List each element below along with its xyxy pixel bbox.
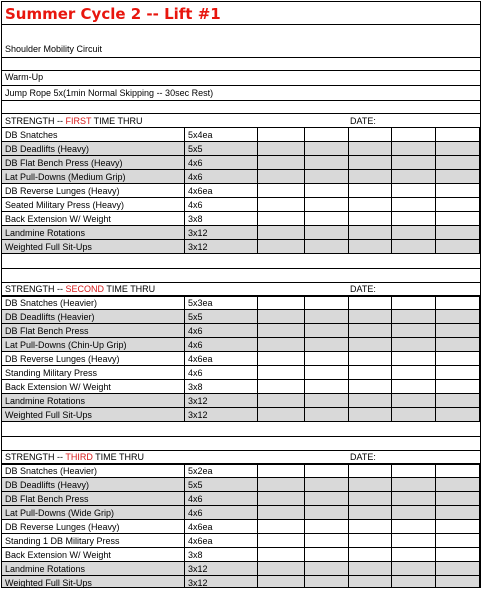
exercise-row	[2, 212, 480, 226]
exercise-row	[2, 324, 480, 338]
log-cell[interactable]	[258, 562, 305, 576]
exercise-name: Back Extension W/ Weight	[2, 380, 185, 394]
log-cell[interactable]	[305, 240, 349, 254]
exercise-scheme: 5x3ea	[185, 296, 258, 310]
exercise-row	[2, 198, 480, 212]
exercise-scheme: 4x6	[185, 156, 258, 170]
log-cell[interactable]	[349, 212, 392, 226]
exercise-scheme: 4x6	[185, 198, 258, 212]
log-cell[interactable]	[436, 170, 480, 184]
exercise-row	[2, 366, 480, 380]
log-cell[interactable]	[392, 408, 436, 422]
log-cell[interactable]	[436, 366, 480, 380]
exercise-row	[2, 506, 480, 520]
exercise-name: Landmine Rotations	[2, 562, 185, 576]
log-cell[interactable]	[392, 128, 436, 142]
log-cell[interactable]	[436, 506, 480, 520]
log-cell[interactable]	[436, 408, 480, 422]
log-cell[interactable]	[258, 142, 305, 156]
log-cell[interactable]	[258, 520, 305, 534]
log-cell[interactable]	[305, 170, 349, 184]
section-header-2	[2, 282, 480, 296]
log-cell[interactable]	[436, 492, 480, 506]
exercise-scheme: 3x12	[185, 240, 258, 254]
log-cell[interactable]	[258, 352, 305, 366]
exercise-row	[2, 226, 480, 240]
exercise-scheme: 4x6	[185, 506, 258, 520]
log-cell[interactable]	[258, 338, 305, 352]
date-label: DATE:	[350, 284, 376, 294]
exercise-scheme: 5x2ea	[185, 464, 258, 478]
log-cell[interactable]	[392, 338, 436, 352]
log-cell[interactable]	[436, 562, 480, 576]
log-cell[interactable]	[436, 212, 480, 226]
log-cell[interactable]	[349, 338, 392, 352]
log-cell[interactable]	[305, 184, 349, 198]
log-cell[interactable]	[392, 142, 436, 156]
exercise-scheme: 5x4ea	[185, 128, 258, 142]
exercise-name: Standing Military Press	[2, 366, 185, 380]
section-title	[5, 114, 143, 128]
exercise-name: Seated Military Press (Heavy)	[2, 198, 185, 212]
log-cell[interactable]	[436, 548, 480, 562]
log-cell[interactable]	[305, 142, 349, 156]
log-cell[interactable]	[392, 478, 436, 492]
log-cell[interactable]	[436, 310, 480, 324]
log-cell[interactable]	[436, 198, 480, 212]
log-cell[interactable]	[305, 212, 349, 226]
exercise-scheme: 4x6ea	[185, 534, 258, 548]
log-cell[interactable]	[436, 534, 480, 548]
row-divider	[2, 24, 480, 25]
log-cell[interactable]	[258, 506, 305, 520]
exercise-scheme: 4x6ea	[185, 352, 258, 366]
row-divider	[2, 57, 480, 58]
exercise-row	[2, 576, 480, 588]
log-cell[interactable]	[392, 464, 436, 478]
exercise-scheme: 5x5	[185, 478, 258, 492]
exercise-name: DB Flat Bench Press	[2, 324, 185, 338]
log-cell[interactable]	[258, 366, 305, 380]
exercise-name: DB Reverse Lunges (Heavy)	[2, 184, 185, 198]
log-cell[interactable]	[305, 380, 349, 394]
log-cell[interactable]	[349, 464, 392, 478]
log-cell[interactable]	[349, 562, 392, 576]
exercise-name: DB Deadlifts (Heavy)	[2, 142, 185, 156]
section-title-suffix: TIME THRU	[104, 284, 156, 294]
exercise-scheme: 4x6	[185, 338, 258, 352]
log-cell[interactable]	[258, 198, 305, 212]
row-divider	[2, 436, 480, 437]
log-cell[interactable]	[392, 156, 436, 170]
warmup-label-row-text: Warm-Up	[5, 72, 44, 82]
date-label: DATE:	[350, 116, 376, 126]
exercise-row	[2, 142, 480, 156]
log-cell[interactable]	[258, 380, 305, 394]
exercise-row	[2, 240, 480, 254]
log-cell[interactable]	[349, 128, 392, 142]
log-cell[interactable]	[436, 142, 480, 156]
exercise-name: Back Extension W/ Weight	[2, 548, 185, 562]
exercise-scheme: 4x6	[185, 492, 258, 506]
exercise-scheme: 3x12	[185, 226, 258, 240]
sheet-title: Summer Cycle 2 -- Lift #1	[5, 5, 221, 23]
log-cell[interactable]	[349, 478, 392, 492]
exercise-scheme: 3x8	[185, 380, 258, 394]
row-divider	[2, 100, 480, 101]
exercise-scheme: 4x6	[185, 170, 258, 184]
log-cell[interactable]	[305, 576, 349, 588]
log-cell[interactable]	[349, 548, 392, 562]
log-cell[interactable]	[436, 394, 480, 408]
log-cell[interactable]	[436, 520, 480, 534]
log-cell[interactable]	[258, 310, 305, 324]
exercise-row	[2, 534, 480, 548]
log-cell[interactable]	[349, 296, 392, 310]
exercise-scheme: 3x12	[185, 408, 258, 422]
exercise-scheme: 3x8	[185, 212, 258, 226]
section-title-highlight: FIRST	[65, 116, 92, 126]
log-cell[interactable]	[305, 534, 349, 548]
date-label: DATE:	[350, 452, 376, 462]
exercise-row	[2, 338, 480, 352]
log-cell[interactable]	[436, 324, 480, 338]
log-cell[interactable]	[349, 240, 392, 254]
log-cell[interactable]	[349, 310, 392, 324]
exercise-row	[2, 520, 480, 534]
log-cell[interactable]	[392, 366, 436, 380]
log-cell[interactable]	[349, 394, 392, 408]
exercise-row	[2, 296, 480, 310]
log-cell[interactable]	[305, 296, 349, 310]
exercise-row	[2, 408, 480, 422]
section-title	[5, 450, 144, 464]
log-cell[interactable]	[436, 240, 480, 254]
exercise-scheme: 5x5	[185, 142, 258, 156]
section-title-suffix: TIME THRU	[92, 452, 145, 462]
log-cell[interactable]	[349, 198, 392, 212]
log-cell[interactable]	[349, 352, 392, 366]
log-cell[interactable]	[436, 184, 480, 198]
log-cell[interactable]	[305, 366, 349, 380]
log-cell[interactable]	[305, 464, 349, 478]
exercise-name: DB Snatches (Heavier)	[2, 464, 185, 478]
log-cell[interactable]	[436, 576, 480, 588]
exercise-scheme: 3x8	[185, 548, 258, 562]
exercise-row	[2, 310, 480, 324]
log-cell[interactable]	[392, 324, 436, 338]
warmup-mobility-row	[2, 42, 480, 56]
exercise-row	[2, 548, 480, 562]
exercise-name: DB Reverse Lunges (Heavy)	[2, 520, 185, 534]
log-cell[interactable]	[305, 520, 349, 534]
log-cell[interactable]	[349, 156, 392, 170]
log-cell[interactable]	[258, 156, 305, 170]
exercise-row	[2, 492, 480, 506]
log-cell[interactable]	[349, 520, 392, 534]
exercise-name: DB Snatches	[2, 128, 185, 142]
exercise-row	[2, 380, 480, 394]
log-cell[interactable]	[258, 576, 305, 588]
row-divider	[2, 268, 480, 269]
log-cell[interactable]	[305, 408, 349, 422]
log-cell[interactable]	[436, 128, 480, 142]
log-cell[interactable]	[305, 492, 349, 506]
log-cell[interactable]	[349, 324, 392, 338]
log-cell[interactable]	[349, 492, 392, 506]
log-cell[interactable]	[392, 170, 436, 184]
log-cell[interactable]	[258, 170, 305, 184]
log-cell[interactable]	[392, 296, 436, 310]
log-cell[interactable]	[305, 156, 349, 170]
log-cell[interactable]	[349, 534, 392, 548]
log-cell[interactable]	[349, 576, 392, 588]
log-cell[interactable]	[392, 562, 436, 576]
exercise-row	[2, 156, 480, 170]
exercise-name: DB Reverse Lunges (Heavy)	[2, 352, 185, 366]
log-cell[interactable]	[392, 492, 436, 506]
log-cell[interactable]	[258, 184, 305, 198]
log-cell[interactable]	[436, 296, 480, 310]
section-title-suffix: TIME THRU	[91, 116, 143, 126]
exercise-scheme: 4x6ea	[185, 184, 258, 198]
section-title	[5, 282, 155, 296]
log-cell[interactable]	[436, 226, 480, 240]
exercise-name: Weighted Full Sit-Ups	[2, 576, 185, 588]
exercise-scheme: 3x12	[185, 562, 258, 576]
exercise-row	[2, 478, 480, 492]
exercise-name: Lat Pull-Downs (Medium Grip)	[2, 170, 185, 184]
exercise-scheme: 4x6	[185, 324, 258, 338]
warmup-jumprope-row-text: Jump Rope 5x(1min Normal Skipping -- 30sec Rest)	[5, 88, 214, 98]
log-cell[interactable]	[436, 338, 480, 352]
log-cell[interactable]	[258, 394, 305, 408]
log-cell[interactable]	[436, 478, 480, 492]
exercise-name: Standing 1 DB Military Press	[2, 534, 185, 548]
log-cell[interactable]	[305, 478, 349, 492]
exercise-name: DB Deadlifts (Heavier)	[2, 310, 185, 324]
log-cell[interactable]	[305, 548, 349, 562]
section-title-highlight: THIRD	[65, 452, 93, 462]
log-cell[interactable]	[258, 212, 305, 226]
exercise-scheme: 5x5	[185, 310, 258, 324]
exercise-name: DB Deadlifts (Heavy)	[2, 478, 185, 492]
log-cell[interactable]	[258, 408, 305, 422]
log-cell[interactable]	[258, 464, 305, 478]
exercise-row	[2, 170, 480, 184]
log-cell[interactable]	[258, 548, 305, 562]
log-cell[interactable]	[349, 366, 392, 380]
exercise-name: Weighted Full Sit-Ups	[2, 240, 185, 254]
exercise-name: Landmine Rotations	[2, 226, 185, 240]
log-cell[interactable]	[392, 240, 436, 254]
log-cell[interactable]	[305, 226, 349, 240]
workout-sheet	[1, 1, 481, 588]
exercise-row	[2, 128, 480, 142]
exercise-row	[2, 184, 480, 198]
log-cell[interactable]	[392, 520, 436, 534]
log-cell[interactable]	[436, 352, 480, 366]
section-title-prefix: STRENGTH --	[5, 452, 66, 462]
log-cell[interactable]	[392, 212, 436, 226]
exercise-name: DB Snatches (Heavier)	[2, 296, 185, 310]
exercise-row	[2, 562, 480, 576]
log-cell[interactable]	[349, 506, 392, 520]
section-title-highlight: SECOND	[65, 284, 105, 294]
log-cell[interactable]	[349, 226, 392, 240]
section-header-1	[2, 114, 480, 128]
log-cell[interactable]	[392, 506, 436, 520]
log-cell[interactable]	[258, 128, 305, 142]
exercise-name: DB Flat Bench Press (Heavy)	[2, 156, 185, 170]
log-cell[interactable]	[392, 198, 436, 212]
log-cell[interactable]	[258, 296, 305, 310]
log-cell[interactable]	[305, 198, 349, 212]
log-cell[interactable]	[349, 184, 392, 198]
log-cell[interactable]	[305, 394, 349, 408]
exercise-name: DB Flat Bench Press	[2, 492, 185, 506]
log-cell[interactable]	[305, 338, 349, 352]
log-cell[interactable]	[349, 380, 392, 394]
section-title-prefix: STRENGTH --	[5, 116, 66, 126]
log-cell[interactable]	[258, 534, 305, 548]
log-cell[interactable]	[392, 310, 436, 324]
log-cell[interactable]	[392, 534, 436, 548]
exercise-scheme: 4x6	[185, 366, 258, 380]
log-cell[interactable]	[305, 310, 349, 324]
log-cell[interactable]	[258, 324, 305, 338]
exercise-row	[2, 464, 480, 478]
log-cell[interactable]	[392, 184, 436, 198]
exercise-name: Lat Pull-Downs (Wide Grip)	[2, 506, 185, 520]
exercise-name: Lat Pull-Downs (Chin-Up Grip)	[2, 338, 185, 352]
log-cell[interactable]	[349, 170, 392, 184]
exercise-name: Back Extension W/ Weight	[2, 212, 185, 226]
log-cell[interactable]	[392, 352, 436, 366]
section-title-prefix: STRENGTH --	[5, 284, 66, 294]
exercise-row	[2, 352, 480, 366]
section-header-3	[2, 450, 480, 464]
log-cell[interactable]	[436, 380, 480, 394]
log-cell[interactable]	[258, 240, 305, 254]
log-cell[interactable]	[305, 506, 349, 520]
log-cell[interactable]	[258, 478, 305, 492]
log-cell[interactable]	[258, 492, 305, 506]
log-cell[interactable]	[305, 324, 349, 338]
log-cell[interactable]	[305, 128, 349, 142]
warmup-label-row	[2, 70, 480, 84]
log-cell[interactable]	[258, 226, 305, 240]
exercise-name: Weighted Full Sit-Ups	[2, 408, 185, 422]
log-cell[interactable]	[392, 394, 436, 408]
exercise-scheme: 3x12	[185, 394, 258, 408]
exercise-row	[2, 394, 480, 408]
log-cell[interactable]	[349, 408, 392, 422]
exercise-name: Landmine Rotations	[2, 394, 185, 408]
log-cell[interactable]	[392, 226, 436, 240]
exercise-scheme: 3x12	[185, 576, 258, 588]
warmup-jumprope-row	[2, 86, 480, 100]
log-cell[interactable]	[392, 548, 436, 562]
warmup-mobility-row-text: Shoulder Mobility Circuit	[5, 44, 103, 54]
log-cell[interactable]	[349, 142, 392, 156]
log-cell[interactable]	[392, 576, 436, 588]
exercise-scheme: 4x6ea	[185, 520, 258, 534]
log-cell[interactable]	[436, 464, 480, 478]
log-cell[interactable]	[305, 352, 349, 366]
log-cell[interactable]	[392, 380, 436, 394]
log-cell[interactable]	[305, 562, 349, 576]
log-cell[interactable]	[436, 156, 480, 170]
